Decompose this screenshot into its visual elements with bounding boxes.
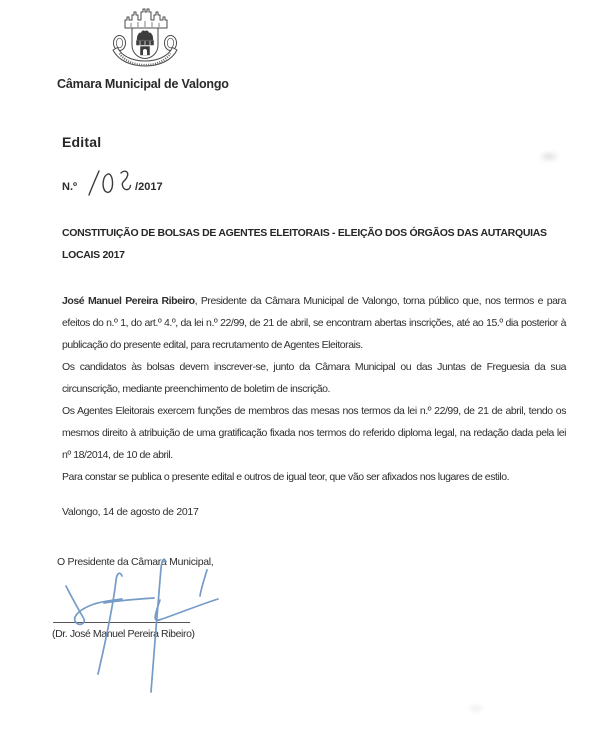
signature-line <box>53 622 190 623</box>
document-title <box>62 222 572 266</box>
scan-smudge <box>466 703 486 714</box>
org-name: Câmara Municipal de Valongo <box>57 77 229 91</box>
place-date: Valongo, 14 de agosto de 2017 <box>62 506 199 518</box>
paragraph-1: José Manuel Pereira Ribeiro, Presidente da Câmara Municipal de Valongo, torna público que, nos termos e para efeitos do n.º 1, do art.º 4.º, da lei n.º 22/99, de 21 de abril, se encontram abertas inscrições, até ao 15.º dia posterior à publicação do presente edital, para recrutamento de Agentes Eleitorais. <box>62 295 566 351</box>
body-text <box>62 290 566 488</box>
signer-name-bold: José Manuel Pereira Ribeiro <box>62 295 195 307</box>
scan-smudge <box>538 150 560 163</box>
document-title-line-1: CONSTITUIÇÃO DE BOLSAS DE AGENTES ELEITORAIS - ELEIÇÃO DOS ÓRGÃOS DAS AUTARQUIAS <box>62 227 547 239</box>
edital-number-prefix: N.º <box>62 181 78 193</box>
signer-name: (Dr. José Manuel Pereira Ribeiro) <box>52 628 195 640</box>
signer-title: O Presidente da Câmara Municipal, <box>57 556 214 568</box>
edital-number <box>62 168 163 198</box>
edital-heading: Edital <box>62 134 102 150</box>
handwritten-number <box>85 168 133 198</box>
paragraph-3: Os Agentes Eleitorais exercem funções de membros das mesas nos termos da lei n.º 22/99, de 21 de abril, tendo os mesmos direito à atribuição de uma gratificação fixada nos termos do referido diploma legal, na redação dada pela lei nº 18/2014, de 10 de abril. <box>62 405 566 461</box>
municipal-crest <box>104 5 186 73</box>
edital-number-suffix: /2017 <box>135 181 163 193</box>
paragraph-2: Os candidatos às bolsas devem inscrever-se, junto da Câmara Municipal ou das Juntas de Freguesia da sua circunscrição, mediante preenchimento de boletim de inscrição. <box>62 361 566 395</box>
paragraph-4: Para constar se publica o presente edital e outros de igual teor, que vão ser afixados nos lugares de estilo. <box>62 471 510 483</box>
document-title-line-2: LOCAIS 2017 <box>62 249 125 261</box>
